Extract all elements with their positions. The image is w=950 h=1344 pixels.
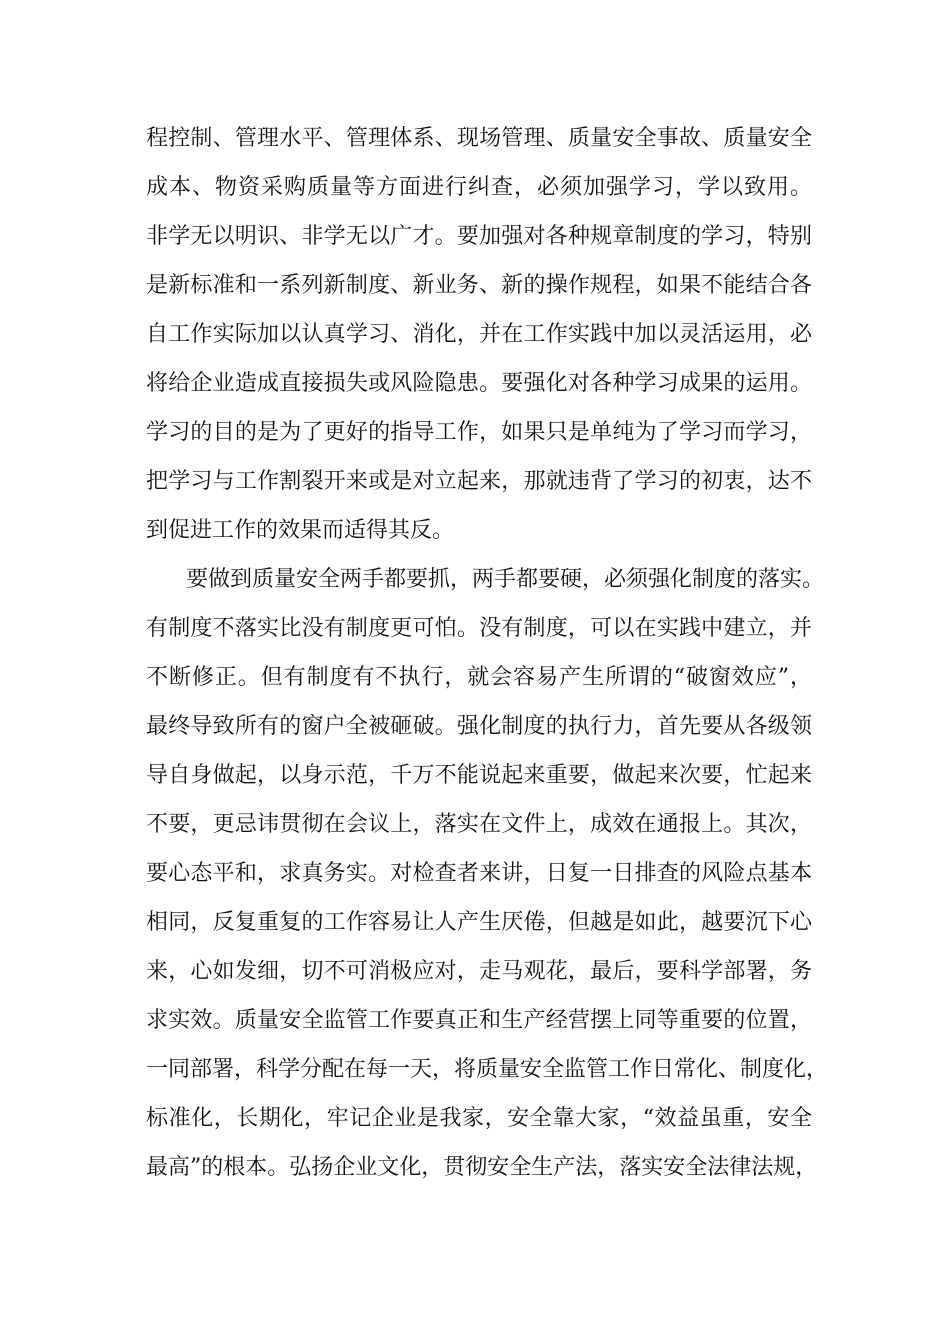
text-line: 不断修正。但有制度有不执行，就会容易产生所谓的“破窗效应”，	[146, 665, 812, 690]
text-line: 成本、物资采购质量等方面进行纠查，必须加强学习，学以致用。	[146, 175, 812, 200]
text-line: 有制度不落实比没有制度更可怕。没有制度，可以在实践中建立，并	[146, 616, 812, 641]
text-line: 要心态平和，求真务实。对检查者来讲，日复一日排查的风险点基本	[146, 861, 812, 886]
document-body	[146, 114, 829, 1192]
text-line: 一同部署，科学分配在每一天，将质量安全监管工作日常化、制度化，	[146, 1057, 829, 1082]
text-line: 求实效。质量安全监管工作要真正和生产经营摆上同等重要的位置，	[146, 1008, 812, 1033]
text-line: 学习的目的是为了更好的指导工作，如果只是单纯为了学习而学习，	[146, 420, 812, 445]
text-line: 最终导致所有的窗户全被砸破。强化制度的执行力，首先要从各级领	[146, 714, 812, 739]
text-line: 非学无以明识、非学无以广才。要加强对各种规章制度的学习，特别	[146, 224, 812, 249]
text-line: 是新标准和一系列新制度、新业务、新的操作规程，如果不能结合各	[146, 273, 812, 298]
text-line: 导自身做起，以身示范，千万不能说起来重要，做起来次要，忙起来	[146, 763, 812, 788]
text-line: 来，心如发细，切不可消极应对，走马观花，最后，要科学部署，务	[146, 959, 812, 984]
text-line: 程控制、管理水平、管理体系、现场管理、质量安全事故、质量安全	[146, 126, 812, 151]
text-line: 要做到质量安全两手都要抓，两手都要硬，必须强化制度的落实。	[186, 567, 825, 592]
text-line: 自工作实际加以认真学习、消化，并在工作实践中加以灵活运用，必	[146, 322, 812, 347]
paragraph	[146, 114, 812, 555]
text-line: 不要，更忌讳贯彻在会议上，落实在文件上，成效在通报上。其次，	[146, 812, 812, 837]
text-line: 最高”的根本。弘扬企业文化，贯彻安全生产法，落实安全法律法规，	[146, 1155, 818, 1180]
text-line: 到促进工作的效果而适得其反。	[146, 518, 455, 543]
text-line: 把学习与工作割裂开来或是对立起来，那就违背了学习的初衷，达不	[146, 469, 812, 494]
text-line: 相同，反复重复的工作容易让人产生厌倦，但越是如此，越要沉下心	[146, 910, 812, 935]
paragraph	[146, 555, 829, 1192]
text-line: 将给企业造成直接损失或风险隐患。要强化对各种学习成果的运用。	[146, 371, 812, 396]
text-line: 标准化，长期化，牢记企业是我家，安全靠大家，“效益虽重，安全	[146, 1106, 812, 1131]
